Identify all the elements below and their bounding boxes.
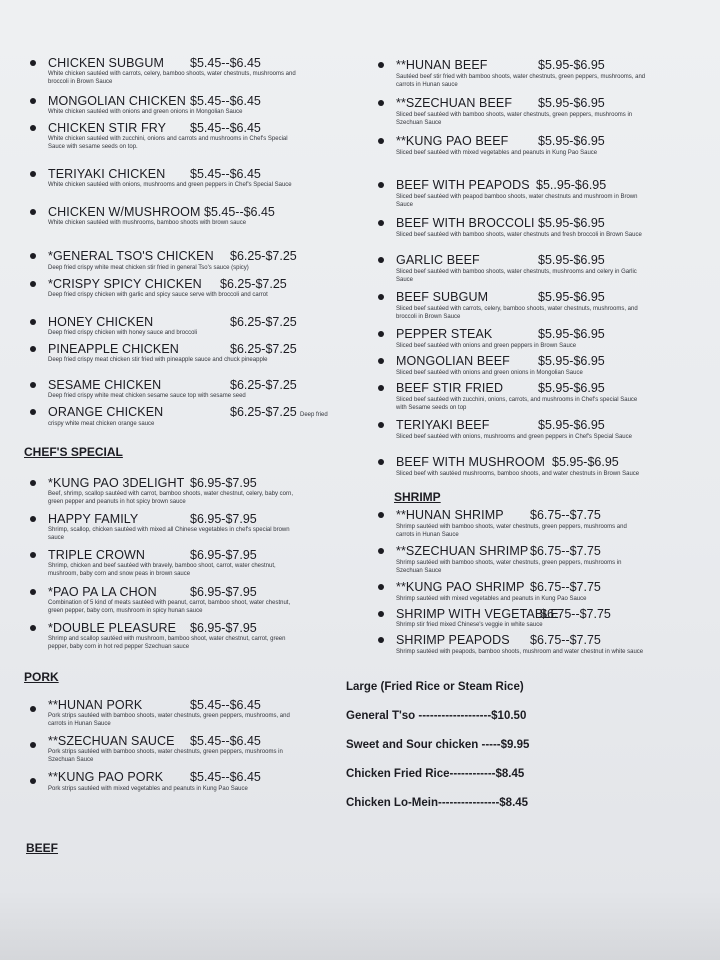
item-description: Sliced beef with sautéed mushrooms, bamboo shoots, and water chestnuts in Brown Sauce <box>396 471 640 477</box>
item-name: **KUNG PAO BEEF <box>396 134 509 148</box>
item-price: $5.95-$6.95 <box>538 418 605 432</box>
bullet <box>30 480 36 486</box>
beef-heading: BEEF <box>26 841 59 855</box>
large-section-title: Large (Fried Rice or Steam Rice) <box>346 681 524 693</box>
bullet <box>378 548 384 554</box>
item-description: Sliced beef sautéed with onions and green peppers in Brown Sauce <box>396 343 577 349</box>
item-name: GARLIC BEEF <box>396 253 480 267</box>
bullet <box>30 516 36 522</box>
item-description: Shrimp, scallop, chicken sautéed with mixed all Chinese vegetables in chef's special brown sauce <box>48 527 290 541</box>
item-price: $5.95-$6.95 <box>538 290 605 304</box>
item-name: SHRIMP WITH VEGETABLE <box>396 607 559 621</box>
bullet <box>378 358 384 364</box>
item-description: White chicken sautéed with zucchini, onions and carrots and mushrooms in Chef's Special Sauce with sesame seeds on top. <box>48 136 288 150</box>
bullet <box>378 294 384 300</box>
bullet <box>378 422 384 428</box>
item-name: *KUNG PAO 3DELIGHT <box>48 476 185 490</box>
item-description: Shrimp sautéed with mixed vegetables and peanuts in Kung Pao Sauce <box>396 596 587 602</box>
item-name: BEEF WITH PEAPODS <box>396 178 530 192</box>
item-price: $6.95-$7.95 <box>190 512 257 526</box>
bullet <box>30 409 36 415</box>
bullet <box>30 742 36 748</box>
item-description: Sliced beef sautéed with bamboo shoots, water chestnuts, green peppers, mushrooms in Szechuan Sauce <box>396 112 633 126</box>
large-item-chicken-lo-mein: Chicken Lo-Mein----------------$8.45 <box>346 797 529 809</box>
item-price: $6.95-$7.95 <box>190 476 257 490</box>
item-name: BEEF STIR FRIED <box>396 381 504 395</box>
item-description: Shrimp and scallop sautéed with mushroom, bamboo shoot, water chestnut, carrot, green pepper, baby corn in hot red pepper Szechuan sauce <box>48 636 286 650</box>
item-inline-note: Deep fried <box>300 412 328 418</box>
bullet <box>378 331 384 337</box>
item-name: BEEF WITH MUSHROOM <box>396 455 546 469</box>
item-name: TRIPLE CROWN <box>48 548 146 562</box>
item-price: $6.75--$7.75 <box>540 607 611 621</box>
item-name: *DOUBLE PLEASURE <box>48 621 177 635</box>
item-price: $5.45--$6.45 <box>190 94 261 108</box>
bullet <box>378 62 384 68</box>
item-name: BEEF WITH BROCCOLI <box>396 216 535 230</box>
bullet <box>30 706 36 712</box>
item-description: White chicken sautéed with mushrooms, bamboo shoots with brown sauce <box>48 220 247 226</box>
bullet <box>30 98 36 104</box>
bullet <box>378 512 384 518</box>
item-description: Pork strips sautéed with bamboo shoots, water chestnuts, green peppers, mushrooms in Szechuan Sauce <box>48 749 283 763</box>
item-price: $5.45--$6.45 <box>190 121 261 135</box>
item-price: $6.25-$7.25 <box>230 342 297 356</box>
item-price: $5.95-$6.95 <box>538 134 605 148</box>
bullet <box>30 281 36 287</box>
item-description: White chicken sautéed with onions, mushrooms and green peppers in Chef's Special Sauce <box>48 182 292 188</box>
item-price: $6.25-$7.25 <box>230 405 297 419</box>
item-name: **HUNAN SHRIMP <box>396 508 504 522</box>
item-price: $5.95-$6.95 <box>538 96 605 110</box>
bullet <box>378 459 384 465</box>
item-description: Deep fried crispy meat chicken stir fried with pineapple sauce and chuck pineapple <box>48 357 268 363</box>
bullet <box>30 253 36 259</box>
item-name: PEPPER STEAK <box>396 327 493 341</box>
item-price: $6.25-$7.25 <box>220 277 287 291</box>
item-description: Deep fried crispy white meat chicken stir fried in general Tso's sauce (spicy) <box>48 265 249 271</box>
item-name: **SZECHUAN BEEF <box>396 96 513 110</box>
bullet <box>378 584 384 590</box>
item-price: $5.45--$6.45 <box>190 698 261 712</box>
item-name: TERIYAKI BEEF <box>396 418 490 432</box>
item-price: $6.75--$7.75 <box>530 633 601 647</box>
item-name: MONGOLIAN BEEF <box>396 354 510 368</box>
item-name: ORANGE CHICKEN <box>48 405 164 419</box>
item-description: Deep fried crispy chicken with garlic and spicy sauce serve with broccoli and carrot <box>48 292 268 298</box>
item-name: MONGOLIAN CHICKEN <box>48 94 186 108</box>
bullet <box>30 171 36 177</box>
item-name: *GENERAL TSO'S CHICKEN <box>48 249 214 263</box>
item-price: $6.25-$7.25 <box>230 249 297 263</box>
item-name: BEEF SUBGUM <box>396 290 489 304</box>
bullet <box>378 637 384 643</box>
bullet <box>30 346 36 352</box>
item-price: $5.95-$6.95 <box>538 381 605 395</box>
item-name: **SZECHUAN SAUCE <box>48 734 175 748</box>
item-price: $5.45--$6.45 <box>190 770 261 784</box>
bullet <box>30 60 36 66</box>
bullet <box>378 138 384 144</box>
item-price: $5.45--$6.45 <box>190 56 261 70</box>
bullet <box>30 552 36 558</box>
item-price: $5.95-$6.95 <box>538 253 605 267</box>
item-description: Sliced beef sautéed with onions, mushrooms and green peppers in Chef's Special Sauce <box>396 434 632 440</box>
bullet <box>30 589 36 595</box>
bullet <box>30 209 36 215</box>
item-name: **SZECHUAN SHRIMP <box>396 544 529 558</box>
item-description: Shrimp sautéed with peapods, bamboo shoots, mushroom and water chestnut in white sauce <box>396 649 644 655</box>
item-description: Deep fried crispy white meat chicken sesame sauce top with sesame seed <box>48 393 246 399</box>
item-description: crispy white meat chicken orange sauce <box>48 421 155 427</box>
item-description: Shrimp stir fried mixed Chinese's veggie in white sauce <box>396 622 543 628</box>
item-name: **KUNG PAO SHRIMP <box>396 580 525 594</box>
item-description: Sliced beef sautéed with mixed vegetables and peanuts in Kung Pao Sauce <box>396 150 598 156</box>
item-price: $6.75--$7.75 <box>530 544 601 558</box>
item-description: Beef, shrimp, scallop sautéed with carrot, bamboo shoots, water chestnut, celery, baby corn, green pepper and peanuts in hot spicy brown sauce <box>48 491 294 505</box>
item-name: SHRIMP PEAPODS <box>396 633 510 647</box>
chefs-special-heading: CHEF'S SPECIAL <box>24 445 123 459</box>
item-price: $6.95-$7.95 <box>190 585 257 599</box>
item-description: White chicken sautéed with onions and green onions in Mongolian Sauce <box>48 109 243 115</box>
item-description: Sliced beef sautéed with bamboo shoots, water chestnuts and fresh broccoli in Brown Sauce <box>396 232 642 238</box>
item-price: $5.95-$6.95 <box>538 58 605 72</box>
item-name: TERIYAKI CHICKEN <box>48 167 166 181</box>
item-price: $6.25-$7.25 <box>230 378 297 392</box>
item-price: $5.45--$6.45 <box>204 205 275 219</box>
large-item-general-tso: General T'so -------------------$10.50 <box>346 710 527 722</box>
item-name: HAPPY FAMILY <box>48 512 139 526</box>
item-name: PINEAPPLE CHICKEN <box>48 342 179 356</box>
bullet <box>30 382 36 388</box>
bullet <box>378 257 384 263</box>
item-price: $5.95-$6.95 <box>538 216 605 230</box>
item-name: CHICKEN SUBGUM <box>48 56 164 70</box>
item-price: $5.95-$6.95 <box>538 354 605 368</box>
bullet <box>378 611 384 617</box>
item-price: $5..95-$6.95 <box>536 178 607 192</box>
item-price: $6.75--$7.75 <box>530 580 601 594</box>
item-description: Sliced beef sautéed with bamboo shoots, water chestnuts, mushrooms and celery in Garlic Sauce <box>396 269 637 283</box>
large-item-chicken-fried-rice: Chicken Fried Rice------------$8.45 <box>346 768 525 780</box>
item-price: $6.95-$7.95 <box>190 548 257 562</box>
item-name: **KUNG PAO PORK <box>48 770 164 784</box>
item-price: $6.95-$7.95 <box>190 621 257 635</box>
item-price: $6.25-$7.25 <box>230 315 297 329</box>
bullet <box>378 385 384 391</box>
item-price: $6.75--$7.75 <box>530 508 601 522</box>
item-description: Pork strips sautéed with mixed vegetables and peanuts in Kung Pao Sauce <box>48 786 248 792</box>
item-description: Shrimp, chicken and beef sautéed with bravely, bamboo shoot, carrot, water chestnut, mushroom, baby corn and snow peas in brown sauce <box>48 563 276 577</box>
item-description: Combination of 5 kind of meats sautéed with peanut, carrot, bamboo shoot, water chestnut, green pepper, baby corn, mushroom in spicy hunan sauce <box>48 600 291 614</box>
item-name: *PAO PA LA CHON <box>48 585 157 599</box>
bullet <box>30 778 36 784</box>
pork-heading: PORK <box>24 670 59 684</box>
item-description: Deep fried crispy chicken with honey sauce and broccoli <box>48 330 198 336</box>
item-description: White chicken sautéed with carrots, celery, bamboo shoots, water chestnuts, mushrooms and broccoli in Brown Sauce <box>48 71 296 85</box>
item-price: $5.45--$6.45 <box>190 167 261 181</box>
item-price: $5.95-$6.95 <box>552 455 619 469</box>
item-description: Sliced beef sautéed with carrots, celery, bamboo shoots, water chestnuts, mushrooms, and broccoli in Brown Sauce <box>396 306 638 320</box>
bullet <box>378 220 384 226</box>
item-description: Sliced beef sautéed with onions and green onions in Mongolian Sauce <box>396 370 583 376</box>
item-description: Shrimp sautéed with bamboo shoots, water chestnuts, green peppers, mushrooms in Szechuan Sauce <box>396 560 622 574</box>
item-description: Sliced beef sautéed with zucchini, onions, carrots, and mushrooms in Chef's special Sauce with Sesame seeds on top <box>396 397 638 411</box>
bullet <box>30 125 36 131</box>
item-name: CHICKEN W/MUSHROOM <box>48 205 201 219</box>
item-name: *CRISPY SPICY CHICKEN <box>48 277 202 291</box>
item-name: SESAME CHICKEN <box>48 378 162 392</box>
item-description: Pork strips sautéed with bamboo shoots, water chestnuts, green peppers, mushrooms, and carrots in Hunan Sauce <box>48 713 290 727</box>
bullet <box>378 182 384 188</box>
bullet <box>30 625 36 631</box>
item-name: **HUNAN BEEF <box>396 58 488 72</box>
large-item-sweet-sour-chicken: Sweet and Sour chicken -----$9.95 <box>346 739 530 751</box>
shrimp-heading: SHRIMP <box>394 490 441 504</box>
item-name: CHICKEN STIR FRY <box>48 121 167 135</box>
bullet <box>30 319 36 325</box>
item-price: $5.45--$6.45 <box>190 734 261 748</box>
item-description: Shrimp sautéed with bamboo shoots, water chestnuts, green peppers, mushrooms and carrots in Hunan Sauce <box>396 524 627 538</box>
item-name: HONEY CHICKEN <box>48 315 154 329</box>
item-price: $5.95-$6.95 <box>538 327 605 341</box>
item-description: Sliced beef sautéed with peapod bamboo shoots, water chestnuts and mushroom in Brown Sauce <box>396 194 638 208</box>
item-description: Sautéed beef stir fried with bamboo shoots, water chestnuts, green peppers, mushrooms, and carrots in Hunan sauce <box>396 74 646 88</box>
item-name: **HUNAN PORK <box>48 698 143 712</box>
bullet <box>378 100 384 106</box>
